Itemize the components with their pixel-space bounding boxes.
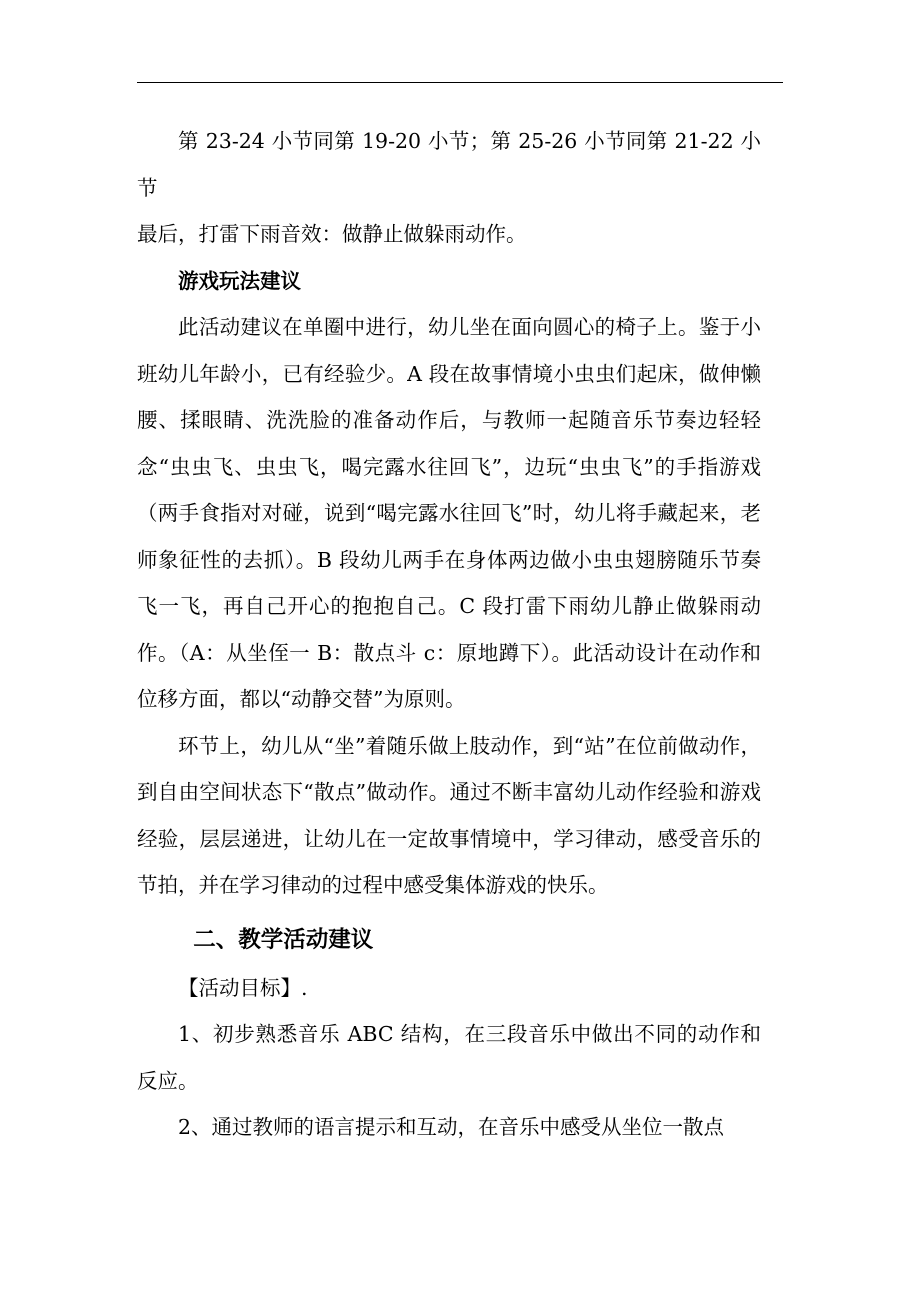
objective-item-2: 2、通过教师的语言提示和互动，在音乐中感受从坐位一散点	[178, 1115, 725, 1139]
document-body	[137, 118, 761, 1151]
paragraph-progression: 环节上，幼儿从“坐”着随乐做上肢动作，到“站”在位前做动作，到自由空间状态下“散点”做动作。通过不断丰富幼儿动作经验和游戏经验，层层递进，让幼儿在一定故事情境中，学习律动，感受音乐的节拍，并在学习律动的过程中感受集体游戏的快乐。	[137, 733, 761, 897]
objectives-label: 【活动目标】.	[178, 975, 308, 1000]
paragraph-activity-description: 此活动建议在单圈中进行，幼儿坐在面向圆心的椅子上。鉴于小班幼儿年龄小，已有经验少。A 段在故事情境小虫虫们起床，做伸懒腰、揉眼睛、洗洗脸的准备动作后，与教师一起随音乐节奏边轻轻念“虫虫飞、虫虫飞，喝完露水往回飞”，边玩“虫虫飞”的手指游戏（两手食指对对碰，说到“喝完露水往回飞”时，幼儿将手藏起来，老师象征性的去抓）。B 段幼儿两手在身体两边做小虫虫翅膀随乐节奏飞一飞，再自己开心的抱抱自己。C 段打雷下雨幼儿静止做躲雨动作。（A：从坐侄一 B：散点斗 c：原地蹲下）。此活动设计在动作和位移方面，都以“动静交替”为原则。	[137, 315, 761, 711]
header-rule	[137, 82, 783, 83]
section-heading-teaching-suggestions: 二、教学活动建议	[193, 926, 374, 953]
objective-item-1: 1、初步熟悉音乐 ABC 结构，在三段音乐中做出不同的动作和反应。	[137, 1022, 761, 1093]
text-line-ending: 最后，打雷下雨音效：做静止做躲雨动作。	[137, 222, 527, 246]
subheading-game-suggestions: 游戏玩法建议	[178, 268, 301, 293]
text-line-measures: 第 23-24 小节同第 19-20 小节；第 25-26 小节同第 21-22 小节	[137, 129, 761, 200]
